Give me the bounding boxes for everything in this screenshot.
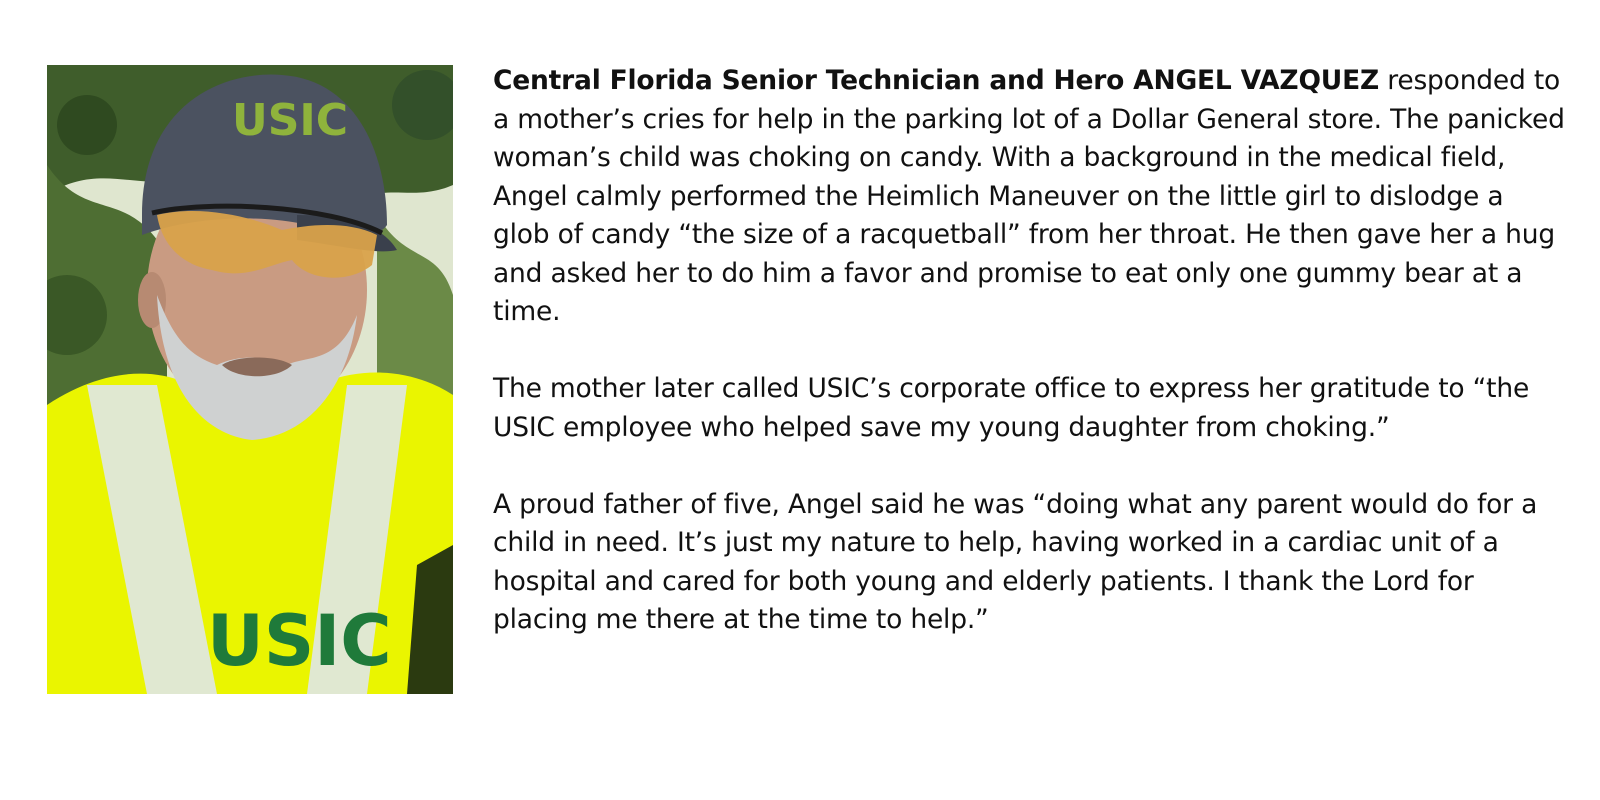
- portrait-photo: [47, 65, 453, 694]
- article-body: [493, 62, 1568, 678]
- paragraph-2: The mother later called USIC’s corporate office to express her gratitude to “the USIC employee who helped save my young daughter from choking.”: [493, 373, 1530, 443]
- paragraph-3: A proud father of five, Angel said he was “doing what any parent would do for a child in need. It’s just my nature to help, having worked in a cardiac unit of a hospital and cared for both young and elderly patients. I thank the Lord for placing me there at the time to help.”: [493, 488, 1538, 635]
- cap-logo: USIC: [232, 95, 349, 146]
- portrait-illustration: [47, 65, 453, 694]
- headline-bold: Central Florida Senior Technician and Hero ANGEL VAZQUEZ: [493, 65, 1380, 96]
- paragraph-1: [493, 62, 1568, 332]
- paragraph-1-text: responded to a mother’s cries for help in the parking lot of a Dollar General store. The panicked woman’s child was choking on candy. With a background in the medical field, Angel calmly performed the Heimlich Maneuver on the little girl to dislodge a glob of candy “the size of a racquetball” from her throat. He then gave her a hug and asked her to do him a favor and promise to eat only one gummy bear at a time.: [493, 65, 1565, 327]
- shirt-logo: USIC: [207, 600, 392, 682]
